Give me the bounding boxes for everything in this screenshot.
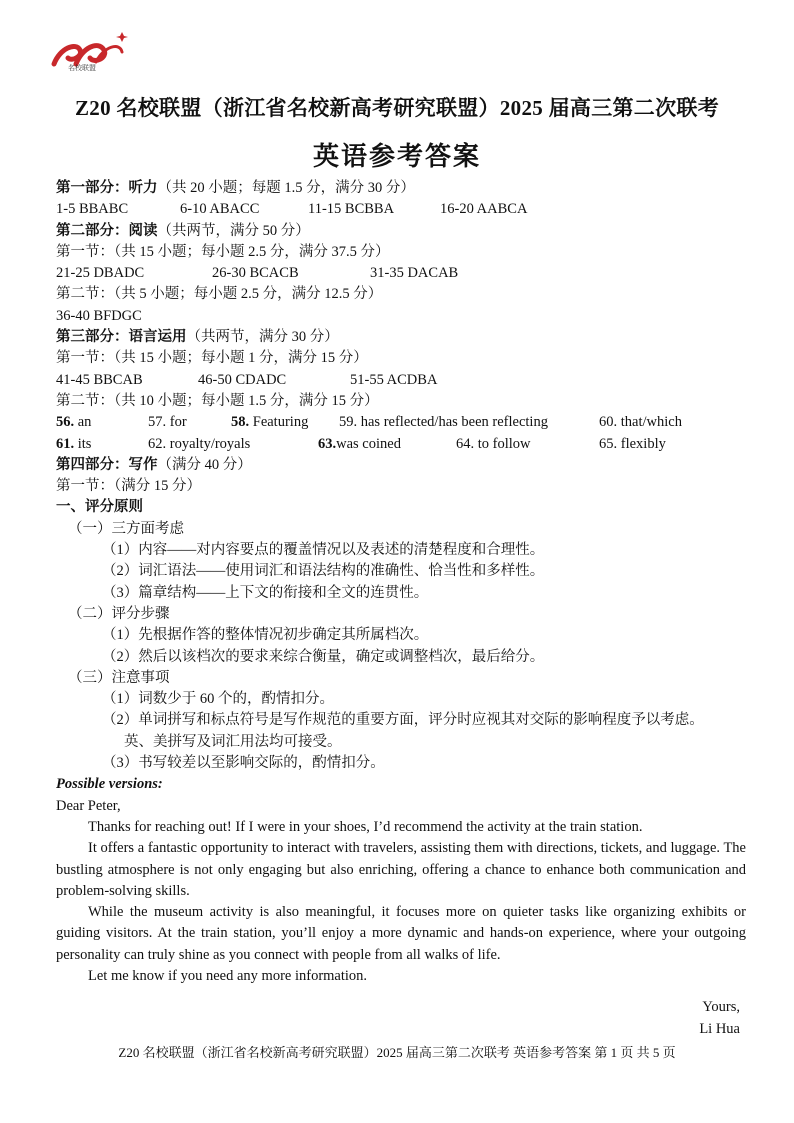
part2-sec1-label: 第一节：（共 15 小题；每小题 2.5 分，满分 37.5 分） [56, 243, 390, 260]
part3-sec1-label: 第一节：（共 15 小题；每小题 1 分，满分 15 分） [56, 350, 368, 367]
fill-answer: 60. that/which [599, 414, 682, 431]
sample-heading: Possible versions: [56, 776, 163, 793]
answer-group: 1-5 BBABC [56, 201, 129, 218]
part4-heading: 第四部分：写作 [56, 456, 158, 473]
part2-heading-row [56, 221, 746, 242]
sub1-heading: （一）三方面考虑 [68, 520, 184, 537]
fill-answer: 62. royalty/royals [148, 435, 251, 452]
principle-heading: 一、评分原则 [56, 499, 143, 516]
list-item: （3）篇章结构——上下文的衔接和全文的连贯性。 [102, 584, 429, 601]
part3-sec2-label: 第二节：（共 10 小题；每小题 1.5 分，满分 15 分） [56, 392, 379, 409]
fill-answer: 64. to follow [456, 435, 531, 452]
sample-paragraph: It offers a fantastic opportunity to interact with travelers, assisting them with directions, tickets, and luggage. The bustling atmosphere is not only engaging but also enriching, offering a chance to enhance both communication and problem-solving skills. [56, 840, 746, 899]
sub2-heading: （二）评分步骤 [68, 605, 170, 622]
part3-heading-row [56, 327, 746, 348]
fill-answer: 58. Featuring [231, 414, 309, 431]
fill-answers-row-1 [56, 412, 746, 433]
answer-content [56, 178, 746, 1040]
fill-answers-row-2 [56, 434, 746, 455]
answer-group: 31-35 DACAB [370, 265, 459, 282]
part1-heading: 第一部分：听力 [56, 180, 158, 196]
answer-group: 51-55 ACDBA [350, 371, 438, 388]
list-item: （1）内容——对内容要点的覆盖情况以及表述的清楚程度和合理性。 [102, 542, 545, 559]
sub3-heading: （三）注意事项 [68, 669, 170, 686]
answer-group: 16-20 AABCA [440, 201, 528, 218]
list-item: （3）书写较差以至影响交际的，酌情扣分。 [102, 755, 385, 772]
list-item: （1）词数少于 60 个的，酌情扣分。 [102, 691, 334, 708]
list-item: （2）单词拼写和标点符号是写作规范的重要方面，评分时应视其对交际的影响程度予以考虑。 [102, 712, 704, 729]
part2-sec1-answers [56, 263, 746, 284]
answer-group: 6-10 ABACC [180, 201, 260, 218]
answer-group: 26-30 BCACB [212, 265, 299, 282]
sample-paragraph: Let me know if you need any more information. [88, 967, 368, 984]
fill-answer: 56. an [56, 414, 92, 431]
sample-paragraph: While the museum activity is also meaningful, it focuses more on quieter tasks like organizing exhibits or guiding visitors. At the train station, you’ll enjoy a more dynamic and hands-on experience, where your outgoing personality can truly shine as you connect with people from all walks of life. [56, 904, 746, 963]
part2-sec2-answers [56, 306, 746, 327]
fill-answer: 65. flexibly [599, 435, 666, 452]
part4-sec1-label: 第一节：（满分 15 分） [56, 478, 201, 495]
part3-heading: 第三部分：语言运用 [56, 329, 187, 346]
list-item: （2）词汇语法——使用词汇和语法结构的准确性、恰当性和多样性。 [102, 563, 545, 580]
page-footer: Z20 名校联盟（浙江省名校新高考研究联盟）2025 届高三第二次联考 英语参考答案 第 1 页 共 5 页 [118, 1045, 676, 1060]
answer-group: 11-15 BCBBA [308, 201, 395, 218]
sample-closing: Yours, [702, 999, 740, 1016]
list-item: （2）然后以该档次的要求来综合衡量，确定或调整档次，最后给分。 [102, 648, 545, 665]
fill-answer: 59. has reflected/has been reflecting [339, 414, 548, 431]
answer-group: 36-40 BFDGC [56, 307, 142, 324]
list-item: （1）先根据作答的整体情况初步确定其所属档次。 [102, 627, 429, 644]
fill-answer: 63.was coined [318, 435, 401, 452]
part1-answers [56, 199, 746, 220]
sample-signature: Li Hua [699, 1020, 740, 1037]
part4-heading-row [56, 455, 746, 476]
part1-heading-row [56, 178, 746, 199]
list-item-continued: 英、美拼写及词汇用法均可接受。 [124, 733, 342, 750]
logo-caption: 名校联盟 [68, 64, 96, 72]
answer-group: 21-25 DBADC [56, 265, 145, 282]
part2-heading: 第二部分：阅读 [56, 222, 158, 239]
fill-answer: 57. for [148, 414, 187, 431]
page-title: Z20 名校联盟（浙江省名校新高考研究联盟）2025 届高三第二次联考 [74, 96, 719, 120]
part1-note: （共 20 小题；每题 1.5 分，满分 30 分） [157, 180, 415, 196]
part2-note: （共两节，满分 50 分） [157, 222, 310, 239]
page-subtitle: 英语参考答案 [312, 142, 481, 171]
answer-group: 46-50 CDADC [198, 371, 287, 388]
sample-salutation: Dear Peter, [56, 797, 121, 814]
part4-note: （满分 40 分） [157, 456, 252, 473]
part3-sec1-answers [56, 370, 746, 391]
part2-sec2-label: 第二节：（共 5 小题；每小题 2.5 分，满分 12.5 分） [56, 286, 383, 303]
fill-answer: 61. its [56, 435, 92, 452]
answer-group: 41-45 BBCAB [56, 371, 143, 388]
part3-note: （共两节，满分 30 分） [186, 329, 339, 346]
sample-paragraph: Thanks for reaching out! If I were in your shoes, I’d recommend the activity at the train station. [88, 818, 643, 835]
